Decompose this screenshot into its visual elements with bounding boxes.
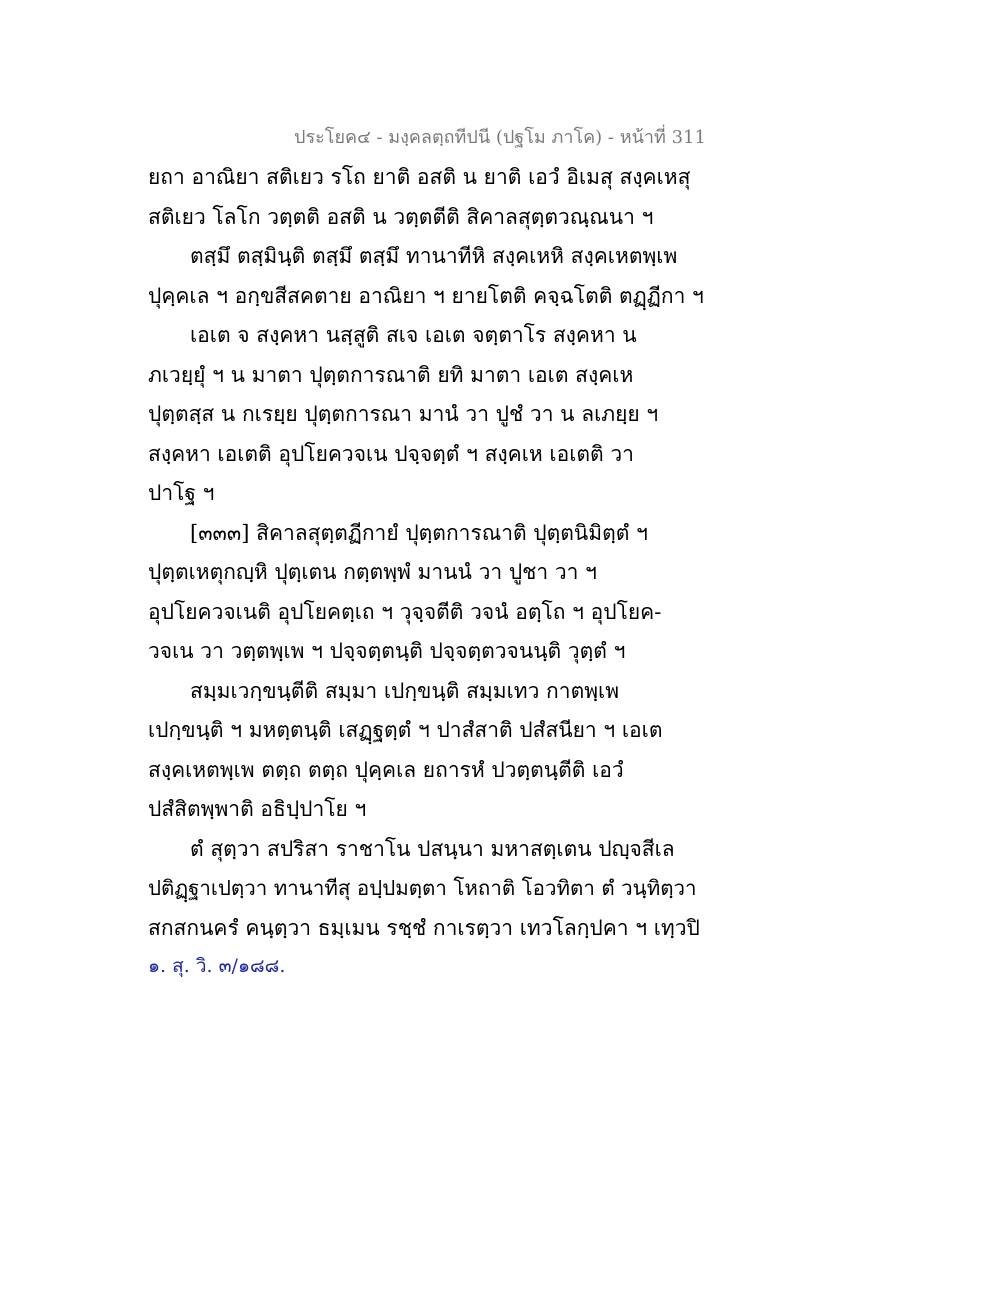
text-line-19: ปติฏฺฐาเปตฺวา ทานาทีสุ อปฺปมตฺตา โหถาติ โอวทิตา ตํ วนฺทิตฺวา (148, 876, 697, 900)
text-line-11: ปุตฺตเหตุกญฺหิ ปุตฺเตน กตฺตพฺพํ มานนํ วา ปูชา วา ฯ (148, 560, 597, 584)
text-line-14: สมฺมเวกฺขนฺตีติ สมฺมา เปกฺขนฺติ สมฺมเทว กาตพฺเพ (190, 678, 620, 703)
text-line-12: อุปโยควจเนติ อุปโยคตฺเถ ฯ วุจฺจตีติ วจนํ อตฺโถ ฯ อุปโยค- (148, 599, 662, 624)
text-line-10: [๓๓๓] สิคาลสุตฺตฏีกายํ ปุตฺตการณาติ ปุตฺตนิมิตฺตํ ฯ (190, 520, 648, 545)
text-line-4: ปุคฺคเล ฯ อกฺขสีสคตาย อาณิยา ฯ ยายโตติ คจฺฉโตติ ตฏฺฏีกา ฯ (148, 283, 704, 308)
text-line-1: ยถา อาณิยา สติเยว รโถ ยาติ อสติ น ยาติ เอวํ อิเมสุ สงฺคเหสุ (148, 165, 691, 189)
text-line-17: ปสํสิตพฺพาติ อธิปฺปาโย ฯ (148, 797, 367, 821)
footnote: ๑. สุ. วิ. ๓/๑๘๘. (148, 955, 286, 977)
text-line-8: สงฺคหา เอเตติ อุปโยควจเน ปจฺจตฺตํ ฯ สงฺคเห เอเตติ วา (148, 441, 634, 466)
text-line-18: ตํ สุตฺวา สปริสา ราชาโน ปสนฺนา มหาสตฺเตน ปญฺจสีเล (190, 836, 675, 861)
text-line-3: ตสฺมึ ตสฺมินฺติ ตสฺมึ ตสฺมึ ทานาทีหิ สงฺคเหหิ สงฺคเหตพฺเพ (190, 244, 678, 268)
text-line-5: เอเต จ สงฺคหา นสฺสูติ สเจ เอเต จตฺตาโร สงฺคหา น (190, 323, 637, 347)
text-line-9: ปาโฐ ฯ (148, 481, 215, 505)
body-text (148, 158, 704, 984)
text-line-20: สกสกนครํ คนฺตฺวา ธมฺเมน รชฺชํ กาเรตฺวา เทวโลกฺปคา ฯ เทฺวปิ (148, 915, 700, 940)
text-line-2: สติเยว โลโก วตฺตติ อสติ น วตฺตตีติ สิคาลสุตฺตวณฺณนา ฯ (148, 204, 654, 229)
text-line-16: สงฺคเหตพฺเพ ตตฺถ ตตฺถ ปุคฺคเล ยถารหํ ปวตฺตนฺตีติ เอวํ (148, 757, 624, 782)
text-line-6: ภเวยฺยุํ ฯ น มาตา ปุตฺตการณาติ ยทิ มาตา เอเต สงฺคเห (148, 362, 634, 387)
text-line-13: วจเน วา วตฺตพฺเพ ฯ ปจฺจตฺตนฺติ ปจฺจตฺตวจนนฺติ วุตฺตํ ฯ (148, 639, 626, 663)
text-line-7: ปุตฺตสฺส น กเรยฺย ปุตฺตการณา มานํ วา ปูชํ วา น ลเภยฺย ฯ (148, 402, 659, 426)
page-header: ประโยค๔ - มงฺคลตฺถทีปนี (ปฐโม ภาโค) - หน้าที่ 311 (294, 127, 706, 148)
text-line-15: เปกฺขนฺติ ฯ มหตฺตนฺติ เสฏฺฐตฺตํ ฯ ปาสํสาติ ปสํสนียา ฯ เอเต (148, 718, 663, 742)
